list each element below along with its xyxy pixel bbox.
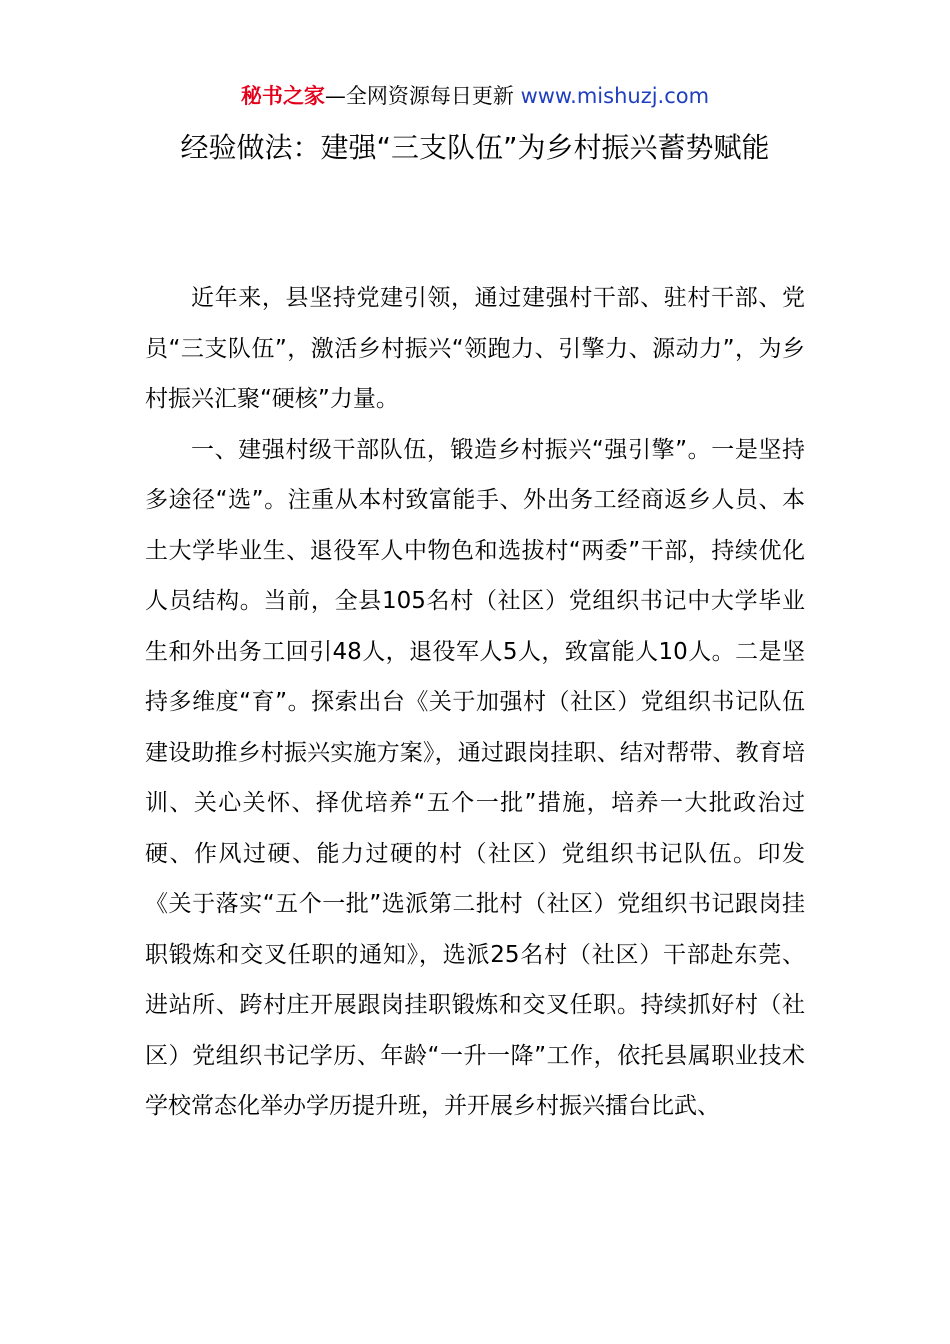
document-title: 经验做法：建强“三支队伍”为乡村振兴蓄势赋能: [180, 131, 770, 164]
page-header: [0, 80, 950, 112]
paragraph-section-one: 一、建强村级干部队伍，锻造乡村振兴“强引擎”。一是坚持多途径“选”。注重从本村致富能手、外出务工经商返乡人员、本土大学毕业生、退役军人中物色和选拔村“两委”干部，持续优化人员结构。当前，全县105名村（社区）党组织书记中大学毕业生和外出务工回引48人，退役军人5人，致富能人10人。二是坚持多维度“育”。探索出台《关于加强村（社区）党组织书记队伍建设助推乡村振兴实施方案》，通过跟岗挂职、结对帮带、教育培训、关心关怀、择优培养“五个一批”措施，培养一大批政治过硬、作风过硬、能力过硬的村（社区）党组织书记队伍。印发《关于落实“五个一批”选派第二批村（社区）党组织书记跟岗挂职锻炼和交叉任职的通知》，选派25名村（社区）干部赴东莞、进站所、跨村庄开展跟岗挂职锻炼和交叉任职。持续抓好村（社区）党组织书记学历、年龄“一升一降”工作，依托县属职业技术学校常态化举办学历提升班，并开展乡村振兴擂台比武、: [145, 436, 805, 1119]
header-tagline: —全网资源每日更新: [324, 84, 514, 108]
document-body: [145, 273, 805, 1132]
paragraph-intro: 近年来，县坚持党建引领，通过建强村干部、驻村干部、党员“三支队伍”，激活乡村振兴“领跑力、引擎力、源动力”，为乡村振兴汇聚“硬核”力量。: [145, 285, 805, 412]
brand-name: 秘书之家: [240, 84, 325, 108]
site-url[interactable]: www.mishuzj.com: [520, 84, 710, 108]
